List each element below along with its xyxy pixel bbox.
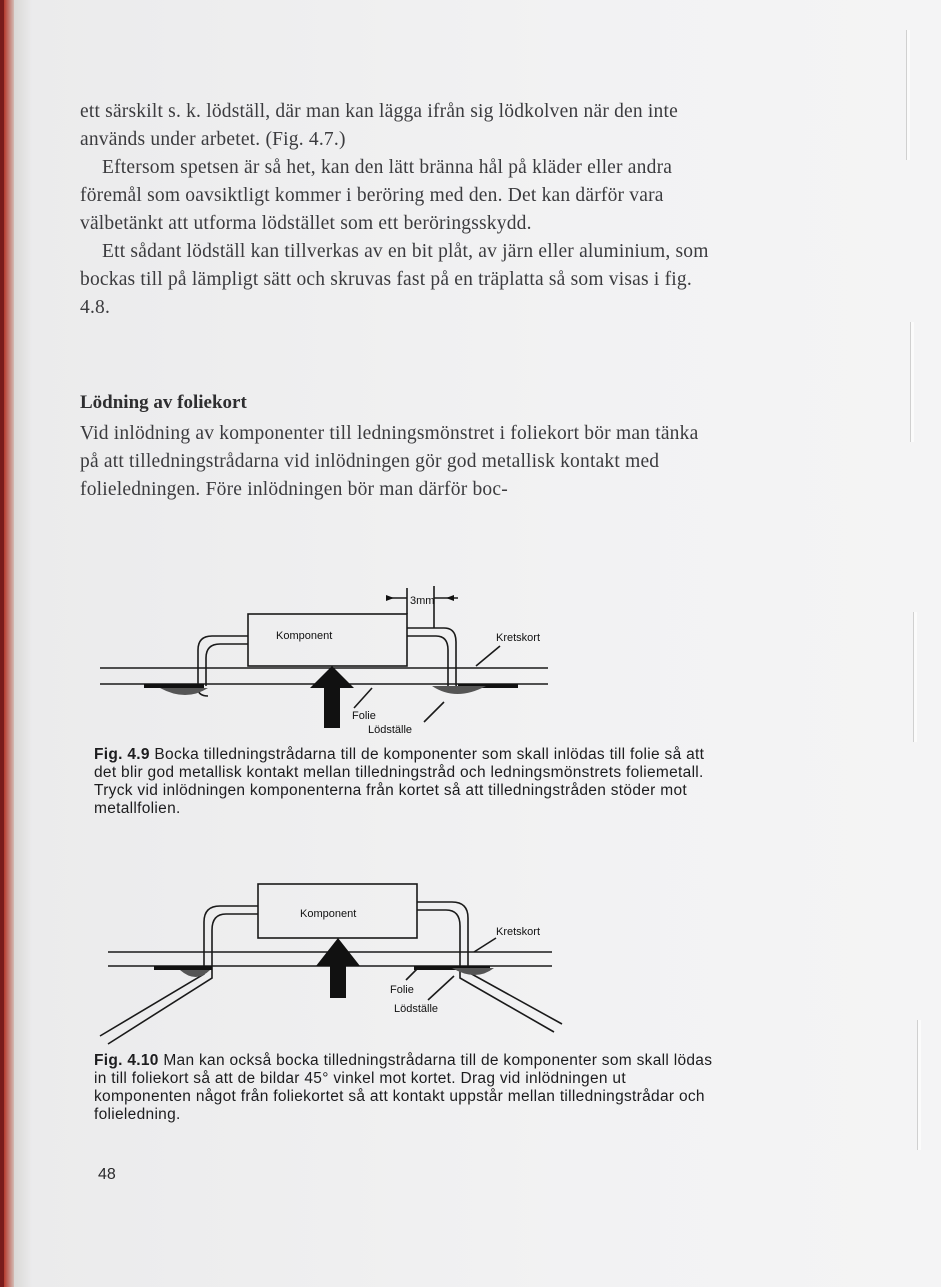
board-label: Kretskort bbox=[496, 926, 541, 938]
caption-number: Fig. 4.9 bbox=[94, 746, 150, 763]
page-number: 48 bbox=[98, 1166, 116, 1183]
binding-thread bbox=[913, 612, 917, 742]
solder-right bbox=[432, 686, 486, 694]
paragraph: Vid inlödning av komponenter till ledningsmönstret i foliekort bör man tänka på att tilledningstrådarna vid inlödningen gör god metallisk kontakt med folieledningen. Före inlödningen bör man därför boc- bbox=[80, 423, 699, 500]
paragraph: Ett sådant lödställ kan tillverkas av en bit plåt, av järn eller aluminium, som bockas till på lämpligt sätt och skruvas fast på en träplatta så som visas i fig. 4.8. bbox=[80, 241, 709, 318]
caption-text: Man kan också bocka tilledningstrådarna till de komponenter som skall lödas in till foliekort så att de bildar 45° vinkel mot kortet. Drag vid inlödningen ut komponenten något från foliekortet så att kontakt uppstår mellan tilledningstrådar och folieledning. bbox=[94, 1052, 713, 1123]
dimension-label: 3mm bbox=[410, 595, 435, 607]
foil-left bbox=[144, 684, 204, 688]
push-arrow-icon bbox=[310, 666, 354, 728]
foil-label: Folie bbox=[352, 710, 376, 722]
right-lead-wire bbox=[417, 902, 562, 1024]
foil-left bbox=[154, 966, 212, 970]
component-label: Komponent bbox=[276, 630, 333, 642]
figure-4-10-diagram bbox=[98, 876, 568, 1056]
left-lead-wire-inner bbox=[108, 914, 258, 1044]
figure-4-9-caption bbox=[94, 746, 726, 818]
left-lead-wire bbox=[100, 906, 258, 1036]
section-text bbox=[80, 420, 710, 504]
solder-left bbox=[180, 970, 210, 977]
foil-label: Folie bbox=[390, 984, 414, 996]
caption-text: Bocka tilledningstrådarna till de komponenter som skall inlödas till folie så att det blir god metallisk kontakt mellan tilledningstråd och ledningsmönstrets foliemetall. Tryck vid inlödningen komponenterna från kortet så att tilledningstråden stöder mot metallfolien. bbox=[94, 746, 705, 817]
binding-thread bbox=[917, 1020, 921, 1150]
board-label: Kretskort bbox=[496, 632, 541, 644]
solder-label: Lödställe bbox=[394, 1003, 439, 1015]
figure-4-10-caption bbox=[94, 1052, 726, 1124]
caption-number: Fig. 4.10 bbox=[94, 1052, 159, 1069]
component-label: Komponent bbox=[300, 908, 357, 920]
left-lead-wire-inner bbox=[206, 644, 248, 686]
paragraph: Eftersom spetsen är så het, kan den lätt bränna hål på kläder eller andra föremål som oavsiktligt kommer i beröring med den. Det kan därför vara välbetänkt att utforma lödstället som ett beröringsskydd. bbox=[80, 157, 673, 234]
body-text-block bbox=[80, 98, 710, 322]
paragraph: ett särskilt s. k. lödställ, där man kan lägga ifrån sig lödkolven när den inte används under arbetet. (Fig. 4.7.) bbox=[80, 101, 678, 150]
right-lead-wire-inner bbox=[407, 636, 448, 688]
binding-thread bbox=[910, 322, 914, 442]
section-heading: Lödning av foliekort bbox=[80, 392, 247, 413]
solder-right bbox=[452, 968, 494, 975]
right-lead-wire bbox=[407, 628, 466, 692]
push-arrow-icon bbox=[316, 938, 360, 998]
solder-label: Lödställe bbox=[368, 724, 413, 736]
figure-4-9-diagram bbox=[96, 578, 566, 738]
binding-thread bbox=[906, 30, 910, 160]
